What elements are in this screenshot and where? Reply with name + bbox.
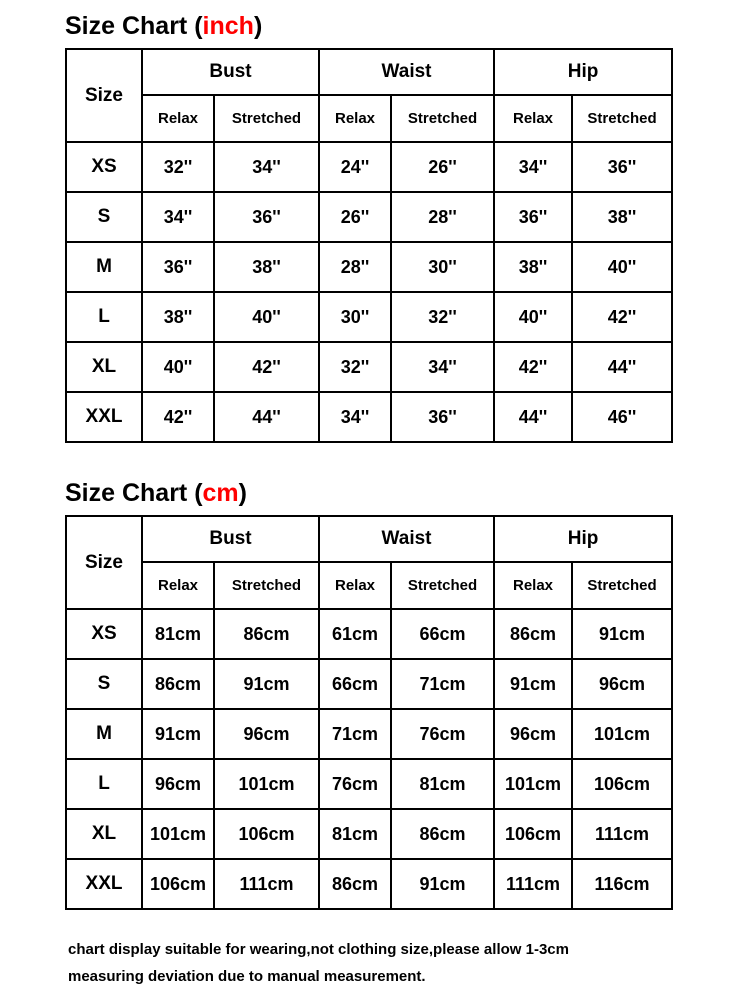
measurement-cell: 34'' <box>319 392 391 442</box>
group-header-hip: Hip <box>494 49 672 95</box>
group-header-waist: Waist <box>319 516 494 562</box>
size-label: M <box>66 709 142 759</box>
measurement-cell: 76cm <box>391 709 494 759</box>
measurement-cell: 96cm <box>494 709 572 759</box>
size-label: M <box>66 242 142 292</box>
subheader-waist-stretched: Stretched <box>391 562 494 609</box>
measurement-cell: 96cm <box>214 709 319 759</box>
measurement-cell: 66cm <box>391 609 494 659</box>
inch-chart-title <box>65 12 750 41</box>
measurement-cell: 61cm <box>319 609 391 659</box>
size-row-s <box>66 192 672 242</box>
cm-chart-section <box>65 479 750 910</box>
measurement-cell: 106cm <box>142 859 214 909</box>
measurement-cell: 86cm <box>142 659 214 709</box>
measurement-cell: 36'' <box>572 142 672 192</box>
footnote <box>65 936 750 990</box>
measurement-cell: 44'' <box>214 392 319 442</box>
table-header-cm <box>66 516 672 609</box>
measurement-cell: 106cm <box>572 759 672 809</box>
measurement-cell: 81cm <box>391 759 494 809</box>
cm-title-text: Size Chart ( <box>65 479 203 507</box>
subheader-waist-relax: Relax <box>319 562 391 609</box>
size-chart-table-cm <box>65 515 673 910</box>
group-header-hip: Hip <box>494 516 672 562</box>
measurement-cell: 26'' <box>319 192 391 242</box>
measurement-cell: 34'' <box>214 142 319 192</box>
inch-title-unit: inch <box>202 12 254 40</box>
measurement-cell: 32'' <box>391 292 494 342</box>
measurement-cell: 101cm <box>572 709 672 759</box>
size-row-l <box>66 292 672 342</box>
measurement-cell: 66cm <box>319 659 391 709</box>
measurement-cell: 42'' <box>142 392 214 442</box>
measurement-cell: 46'' <box>572 392 672 442</box>
measurement-cell: 34'' <box>391 342 494 392</box>
measurement-cell: 76cm <box>319 759 391 809</box>
measurement-cell: 96cm <box>142 759 214 809</box>
measurement-cell: 106cm <box>494 809 572 859</box>
table-header-inch <box>66 49 672 142</box>
measurement-cell: 28'' <box>319 242 391 292</box>
measurement-cell: 32'' <box>142 142 214 192</box>
measurement-cell: 101cm <box>142 809 214 859</box>
measurement-cell: 30'' <box>391 242 494 292</box>
subheader-hip-stretched: Stretched <box>572 562 672 609</box>
size-column-header: Size <box>66 516 142 609</box>
size-row-l <box>66 759 672 809</box>
subheader-hip-relax: Relax <box>494 95 572 142</box>
measurement-cell: 24'' <box>319 142 391 192</box>
subheader-waist-relax: Relax <box>319 95 391 142</box>
measurement-cell: 111cm <box>214 859 319 909</box>
measurement-cell: 28'' <box>391 192 494 242</box>
measurement-cell: 34'' <box>494 142 572 192</box>
measurement-cell: 86cm <box>214 609 319 659</box>
table-body-inch <box>66 142 672 442</box>
measurement-cell: 44'' <box>494 392 572 442</box>
cm-title-unit: cm <box>202 479 239 507</box>
measurement-cell: 30'' <box>319 292 391 342</box>
measurement-cell: 111cm <box>494 859 572 909</box>
subheader-waist-stretched: Stretched <box>391 95 494 142</box>
measurement-cell: 36'' <box>214 192 319 242</box>
size-label: XL <box>66 342 142 392</box>
measurement-cell: 40'' <box>494 292 572 342</box>
measurement-cell: 91cm <box>391 859 494 909</box>
subheader-hip-relax: Relax <box>494 562 572 609</box>
size-row-xs <box>66 142 672 192</box>
measurement-cell: 91cm <box>214 659 319 709</box>
subheader-bust-stretched: Stretched <box>214 562 319 609</box>
measurement-cell: 116cm <box>572 859 672 909</box>
size-column-header: Size <box>66 49 142 142</box>
measurement-cell: 40'' <box>214 292 319 342</box>
subheader-bust-stretched: Stretched <box>214 95 319 142</box>
size-label: XXL <box>66 859 142 909</box>
measurement-cell: 86cm <box>494 609 572 659</box>
size-label: L <box>66 759 142 809</box>
measurement-cell: 40'' <box>572 242 672 292</box>
cm-title-close: ) <box>238 479 247 507</box>
measurement-cell: 86cm <box>391 809 494 859</box>
size-row-m <box>66 242 672 292</box>
group-header-waist: Waist <box>319 49 494 95</box>
measurement-cell: 42'' <box>572 292 672 342</box>
size-row-s <box>66 659 672 709</box>
measurement-cell: 36'' <box>142 242 214 292</box>
sub-header-row <box>66 95 672 142</box>
size-label: S <box>66 192 142 242</box>
size-row-xs <box>66 609 672 659</box>
size-label: S <box>66 659 142 709</box>
inch-chart-section <box>65 12 750 443</box>
measurement-cell: 81cm <box>319 809 391 859</box>
measurement-cell: 91cm <box>494 659 572 709</box>
measurement-cell: 42'' <box>494 342 572 392</box>
measurement-cell: 44'' <box>572 342 672 392</box>
size-row-xl <box>66 809 672 859</box>
cm-chart-title <box>65 479 750 508</box>
measurement-cell: 36'' <box>494 192 572 242</box>
group-header-bust: Bust <box>142 49 319 95</box>
measurement-cell: 106cm <box>214 809 319 859</box>
inch-title-close: ) <box>253 12 263 40</box>
size-label: XXL <box>66 392 142 442</box>
sub-header-row <box>66 562 672 609</box>
measurement-cell: 86cm <box>319 859 391 909</box>
measurement-cell: 36'' <box>391 392 494 442</box>
measurement-cell: 101cm <box>494 759 572 809</box>
size-row-m <box>66 709 672 759</box>
inch-title-text: Size Chart ( <box>65 12 203 40</box>
measurement-cell: 38'' <box>494 242 572 292</box>
measurement-cell: 81cm <box>142 609 214 659</box>
table-body-cm <box>66 609 672 909</box>
measurement-cell: 91cm <box>572 609 672 659</box>
measurement-cell: 42'' <box>214 342 319 392</box>
measurement-cell: 38'' <box>142 292 214 342</box>
subheader-bust-relax: Relax <box>142 562 214 609</box>
group-header-bust: Bust <box>142 516 319 562</box>
size-row-xxl <box>66 859 672 909</box>
subheader-bust-relax: Relax <box>142 95 214 142</box>
measurement-cell: 101cm <box>214 759 319 809</box>
measurement-cell: 38'' <box>214 242 319 292</box>
size-chart-table-inch <box>65 48 673 443</box>
measurement-cell: 32'' <box>319 342 391 392</box>
size-row-xl <box>66 342 672 392</box>
size-row-xxl <box>66 392 672 442</box>
footnote-line1: chart display suitable for wearing,not clothing size,please allow 1-3cm <box>68 941 569 958</box>
size-label: XS <box>66 142 142 192</box>
footnote-line2: measuring deviation due to manual measurement. <box>68 968 426 985</box>
measurement-cell: 26'' <box>391 142 494 192</box>
measurement-cell: 111cm <box>572 809 672 859</box>
measurement-cell: 96cm <box>572 659 672 709</box>
measurement-cell: 38'' <box>572 192 672 242</box>
size-label: XS <box>66 609 142 659</box>
size-label: XL <box>66 809 142 859</box>
group-header-row <box>66 49 672 95</box>
subheader-hip-stretched: Stretched <box>572 95 672 142</box>
measurement-cell: 91cm <box>142 709 214 759</box>
measurement-cell: 71cm <box>319 709 391 759</box>
measurement-cell: 40'' <box>142 342 214 392</box>
measurement-cell: 34'' <box>142 192 214 242</box>
group-header-row <box>66 516 672 562</box>
size-label: L <box>66 292 142 342</box>
measurement-cell: 71cm <box>391 659 494 709</box>
